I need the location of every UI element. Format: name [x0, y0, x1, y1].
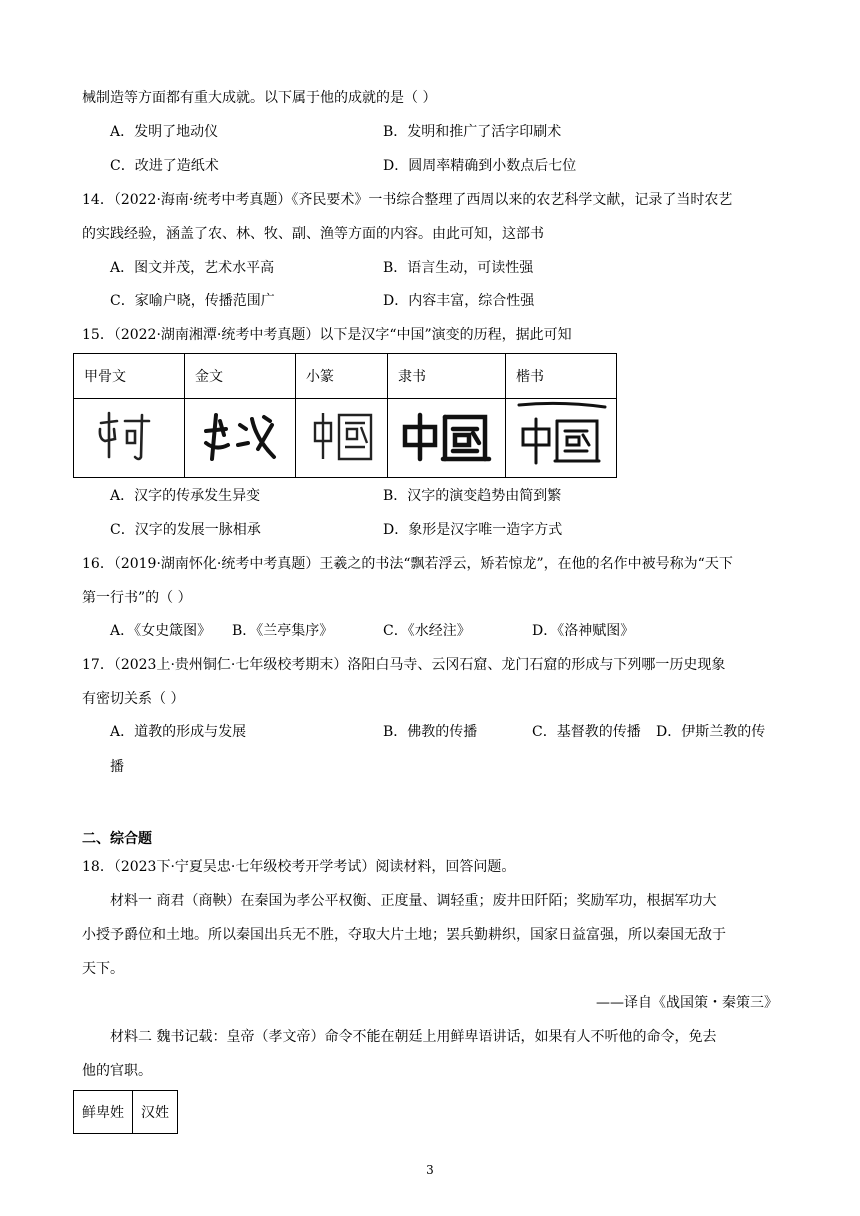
q17-option-a: A．道教的形成与发展	[110, 724, 247, 740]
glyph-oracle-bone	[74, 399, 185, 478]
q14-stem-line1: 14．（2022·海南·统考中考真题）《齐民要术》一书综合整理了西周以来的农艺科学文献，记录了当时农艺	[82, 192, 733, 208]
q15-option-d: D．象形是汉字唯一造字方式	[383, 522, 563, 538]
q13-option-d: D．圆周率精确到小数点后七位	[383, 158, 577, 174]
glyph-bronze	[185, 399, 296, 478]
q15-stem: 15．（2022·湖南湘潭·统考中考真题）以下是汉字“中国”演变的历程，据此可知	[82, 327, 572, 343]
glyph-small-seal	[296, 399, 388, 478]
q17-option-d-wrap: 播	[110, 759, 124, 775]
regular-glyph-image	[511, 399, 611, 473]
q14-option-a: A．图文并茂，艺术水平高	[110, 260, 275, 276]
q17-stem-line2: 有密切关系（ ）	[82, 691, 185, 707]
q15-option-a: A．汉字的传承发生异变	[110, 488, 261, 504]
header-oracle-bone: 甲骨文	[74, 354, 185, 399]
q16-stem-line2: 第一行书”的（ ）	[82, 590, 192, 606]
clerical-glyph-image	[393, 399, 500, 473]
material1-source: ——译自《战国策・秦策三》	[596, 995, 778, 1011]
header-xianbei-surname: 鲜卑姓	[74, 1091, 133, 1134]
header-regular: 楷书	[506, 354, 617, 399]
q16-stem-line1: 16．（2019·湖南怀化·统考中考真题）王羲之的书法“飘若浮云，矫若惊龙”，在他的名作中被号称为“天下	[82, 556, 733, 572]
glyph-clerical	[388, 399, 506, 478]
oracle-bone-glyph-image	[79, 399, 179, 473]
glyph-regular	[506, 399, 617, 478]
q16-option-d: D．《洛神赋图》	[532, 623, 635, 639]
q15-option-b: B．汉字的演变趋势由简到繁	[383, 488, 562, 504]
q13-option-c: C．改进了造纸术	[110, 158, 219, 174]
q17-option-b: B．佛教的传播	[383, 724, 478, 740]
material1-line2: 小授予爵位和土地。所以秦国出兵无不胜，夺取大片土地；罢兵勤耕织，国家日益富强，所以秦国无敌于	[82, 927, 726, 943]
q18-stem: 18．（2023下·宁夏吴忠·七年级校考开学考试）阅读材料，回答问题。	[82, 859, 516, 875]
q14-option-c: C．家喻户晓，传播范围广	[110, 293, 275, 309]
q13-option-b: B．发明和推广了活字印刷术	[383, 124, 562, 140]
material1-line1: 材料一 商君（商鞅）在秦国为孝公平权衡、正度量、调轻重；废井田阡陌；奖励军功，根据军功大	[110, 893, 717, 909]
q17-option-c: C．基督教的传播	[532, 724, 641, 740]
q16-option-c: C．《水经注》	[383, 623, 471, 639]
q17-option-d: D．伊斯兰教的传	[656, 724, 766, 740]
q15-option-c: C．汉字的发展一脉相承	[110, 522, 261, 538]
section-title: 二、综合题	[82, 831, 152, 847]
q16-option-b: B．《兰亭集序》	[232, 623, 334, 639]
small-seal-glyph-image	[301, 399, 382, 473]
header-han-surname: 汉姓	[133, 1091, 178, 1134]
bronze-glyph-image	[190, 399, 290, 473]
header-bronze: 金文	[185, 354, 296, 399]
q13-option-a: A．发明了地动仪	[110, 124, 219, 140]
q13-stem: 械制造等方面都有重大成就。以下属于他的成就的是（ ）	[82, 90, 437, 106]
q16-option-a: A．《女史箴图》	[110, 623, 212, 639]
material2-line2: 他的官职。	[82, 1063, 152, 1079]
script-evolution-table	[73, 353, 617, 478]
surname-table	[73, 1090, 178, 1134]
header-small-seal: 小篆	[296, 354, 388, 399]
q17-stem-line1: 17．（2023上·贵州铜仁·七年级校考期末）洛阳白马寺、云冈石窟、龙门石窟的形成与下列哪一历史现象	[82, 657, 726, 673]
q14-stem-line2: 的实践经验，涵盖了农、林、牧、副、渔等方面的内容。由此可知，这部书	[82, 226, 544, 242]
q14-option-b: B．语言生动，可读性强	[383, 260, 534, 276]
material1-line3: 天下。	[82, 961, 124, 977]
material2-line1: 材料二 魏书记载：皇帝（孝文帝）命令不能在朝廷上用鲜卑语讲话，如果有人不听他的命令，免去	[110, 1029, 717, 1045]
page-number: 3	[426, 1163, 434, 1177]
header-clerical: 隶书	[388, 354, 506, 399]
q14-option-d: D．内容丰富，综合性强	[383, 293, 535, 309]
